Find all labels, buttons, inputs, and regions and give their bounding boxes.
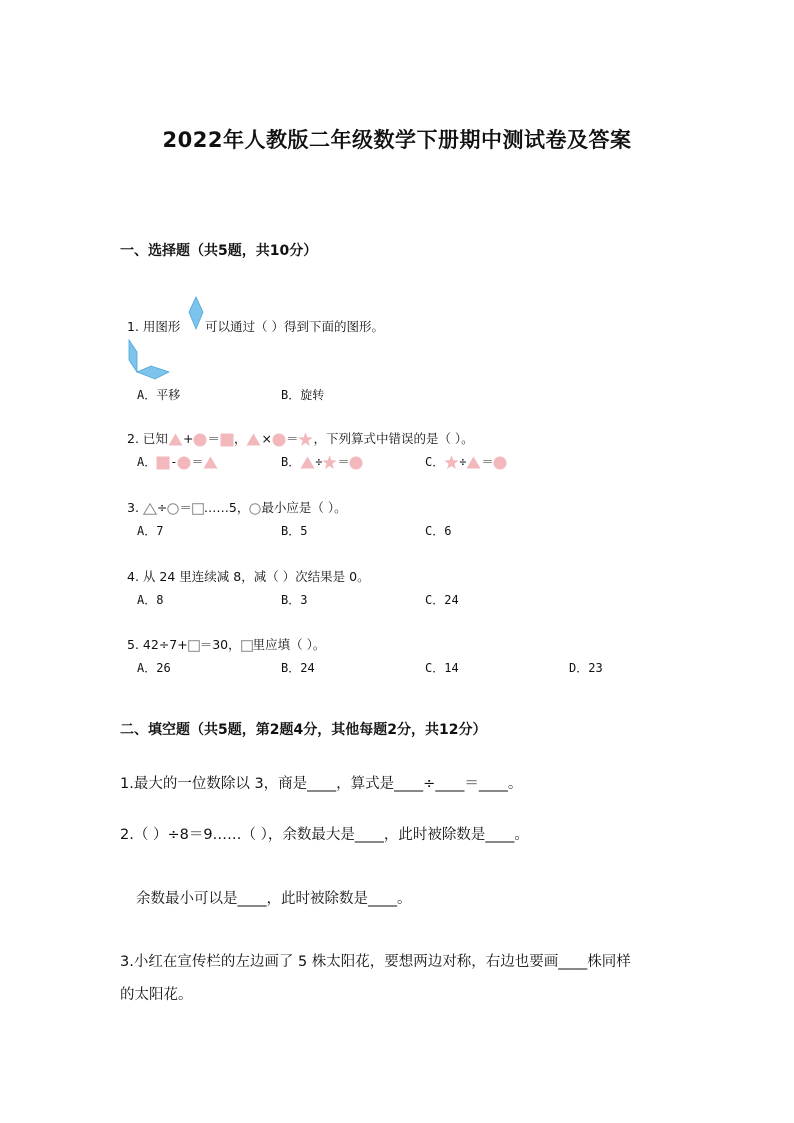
square-icon bbox=[156, 456, 170, 470]
fill-question-2-line2: 余数最小可以是____，此时被除数是____。 bbox=[136, 891, 412, 907]
triangle-icon bbox=[168, 433, 183, 446]
option-b: B． ÷ ＝ bbox=[281, 453, 363, 470]
triangle-icon bbox=[246, 433, 261, 446]
circle-icon bbox=[177, 456, 191, 470]
option-b: B．3 bbox=[281, 593, 308, 607]
fill-question-3-line2: 的太阳花。 bbox=[120, 987, 193, 1003]
question-4: 4. 从 24 里连续减 8，减（ ）次结果是 0。 bbox=[127, 569, 370, 584]
circle-icon bbox=[272, 433, 286, 447]
fill-question-3-line1: 3.小红在宣传栏的左边画了 5 株太阳花，要想两边对称，右边也要画____株同样 bbox=[120, 954, 631, 970]
rotated-rhombus-figure-icon bbox=[125, 338, 171, 382]
option-b: B．旋转 bbox=[281, 388, 325, 402]
page-title: 2022年人教版二年级数学下册期中测试卷及答案 bbox=[162, 128, 632, 152]
option-c: C．14 bbox=[425, 661, 459, 675]
triangle-outline-icon bbox=[143, 503, 157, 515]
option-c: C．24 bbox=[425, 593, 459, 607]
section-heading-fill-blank: 二、填空题（共5题，第2题4分，其他每题2分，共12分） bbox=[120, 722, 487, 738]
fill-question-2-line1: 2.（ ）÷8＝9……（ ），余数最大是____，此时被除数是____。 bbox=[120, 827, 529, 843]
option-b: B．5 bbox=[281, 524, 308, 538]
star-icon bbox=[444, 455, 459, 470]
circle-icon bbox=[193, 433, 207, 447]
question-1 bbox=[127, 317, 180, 335]
option-a: A．平移 bbox=[137, 388, 181, 402]
question-number: 1. bbox=[127, 319, 139, 334]
triangle-icon bbox=[300, 456, 315, 469]
option-a: A．8 bbox=[137, 593, 164, 607]
section-heading-choice: 一、选择题（共5题，共10分） bbox=[120, 243, 318, 259]
square-icon bbox=[220, 433, 234, 447]
triangle-icon bbox=[466, 456, 481, 469]
option-c: C． ÷ ＝ bbox=[425, 453, 507, 470]
question-2: 2. 已知 + ＝ ， × ＝ ，下列算式中错误的是（ ）。 bbox=[127, 431, 474, 446]
square-outline-icon bbox=[192, 503, 204, 515]
square-outline-icon bbox=[188, 640, 200, 652]
triangle-icon bbox=[203, 456, 218, 469]
option-a: A． - ＝ bbox=[137, 453, 218, 470]
star-icon bbox=[298, 432, 313, 447]
option-d: D．23 bbox=[569, 661, 603, 675]
fill-question-1: 1.最大的一位数除以 3，商是____，算式是____÷____＝____。 bbox=[120, 776, 523, 792]
circle-icon bbox=[349, 456, 363, 470]
option-c: C．6 bbox=[425, 524, 452, 538]
question-text-pre: 用图形 bbox=[142, 319, 181, 334]
circle-icon bbox=[493, 456, 507, 470]
option-b: B．24 bbox=[281, 661, 315, 675]
question-5: 5. 42÷7+ ＝30， 里应填（ ）。 bbox=[127, 637, 326, 652]
circle-outline-icon bbox=[249, 503, 261, 515]
star-icon bbox=[322, 455, 337, 470]
square-outline-icon bbox=[241, 640, 253, 652]
circle-outline-icon bbox=[167, 503, 179, 515]
option-a: A．26 bbox=[137, 661, 171, 675]
question-text-post: 可以通过（ ）得到下面的图形。 bbox=[205, 319, 384, 334]
question-3: 3. ÷ ＝ ……5， 最小应是（ ）。 bbox=[127, 500, 347, 515]
option-a: A．7 bbox=[137, 524, 164, 538]
rhombus-shape-icon bbox=[187, 296, 205, 330]
